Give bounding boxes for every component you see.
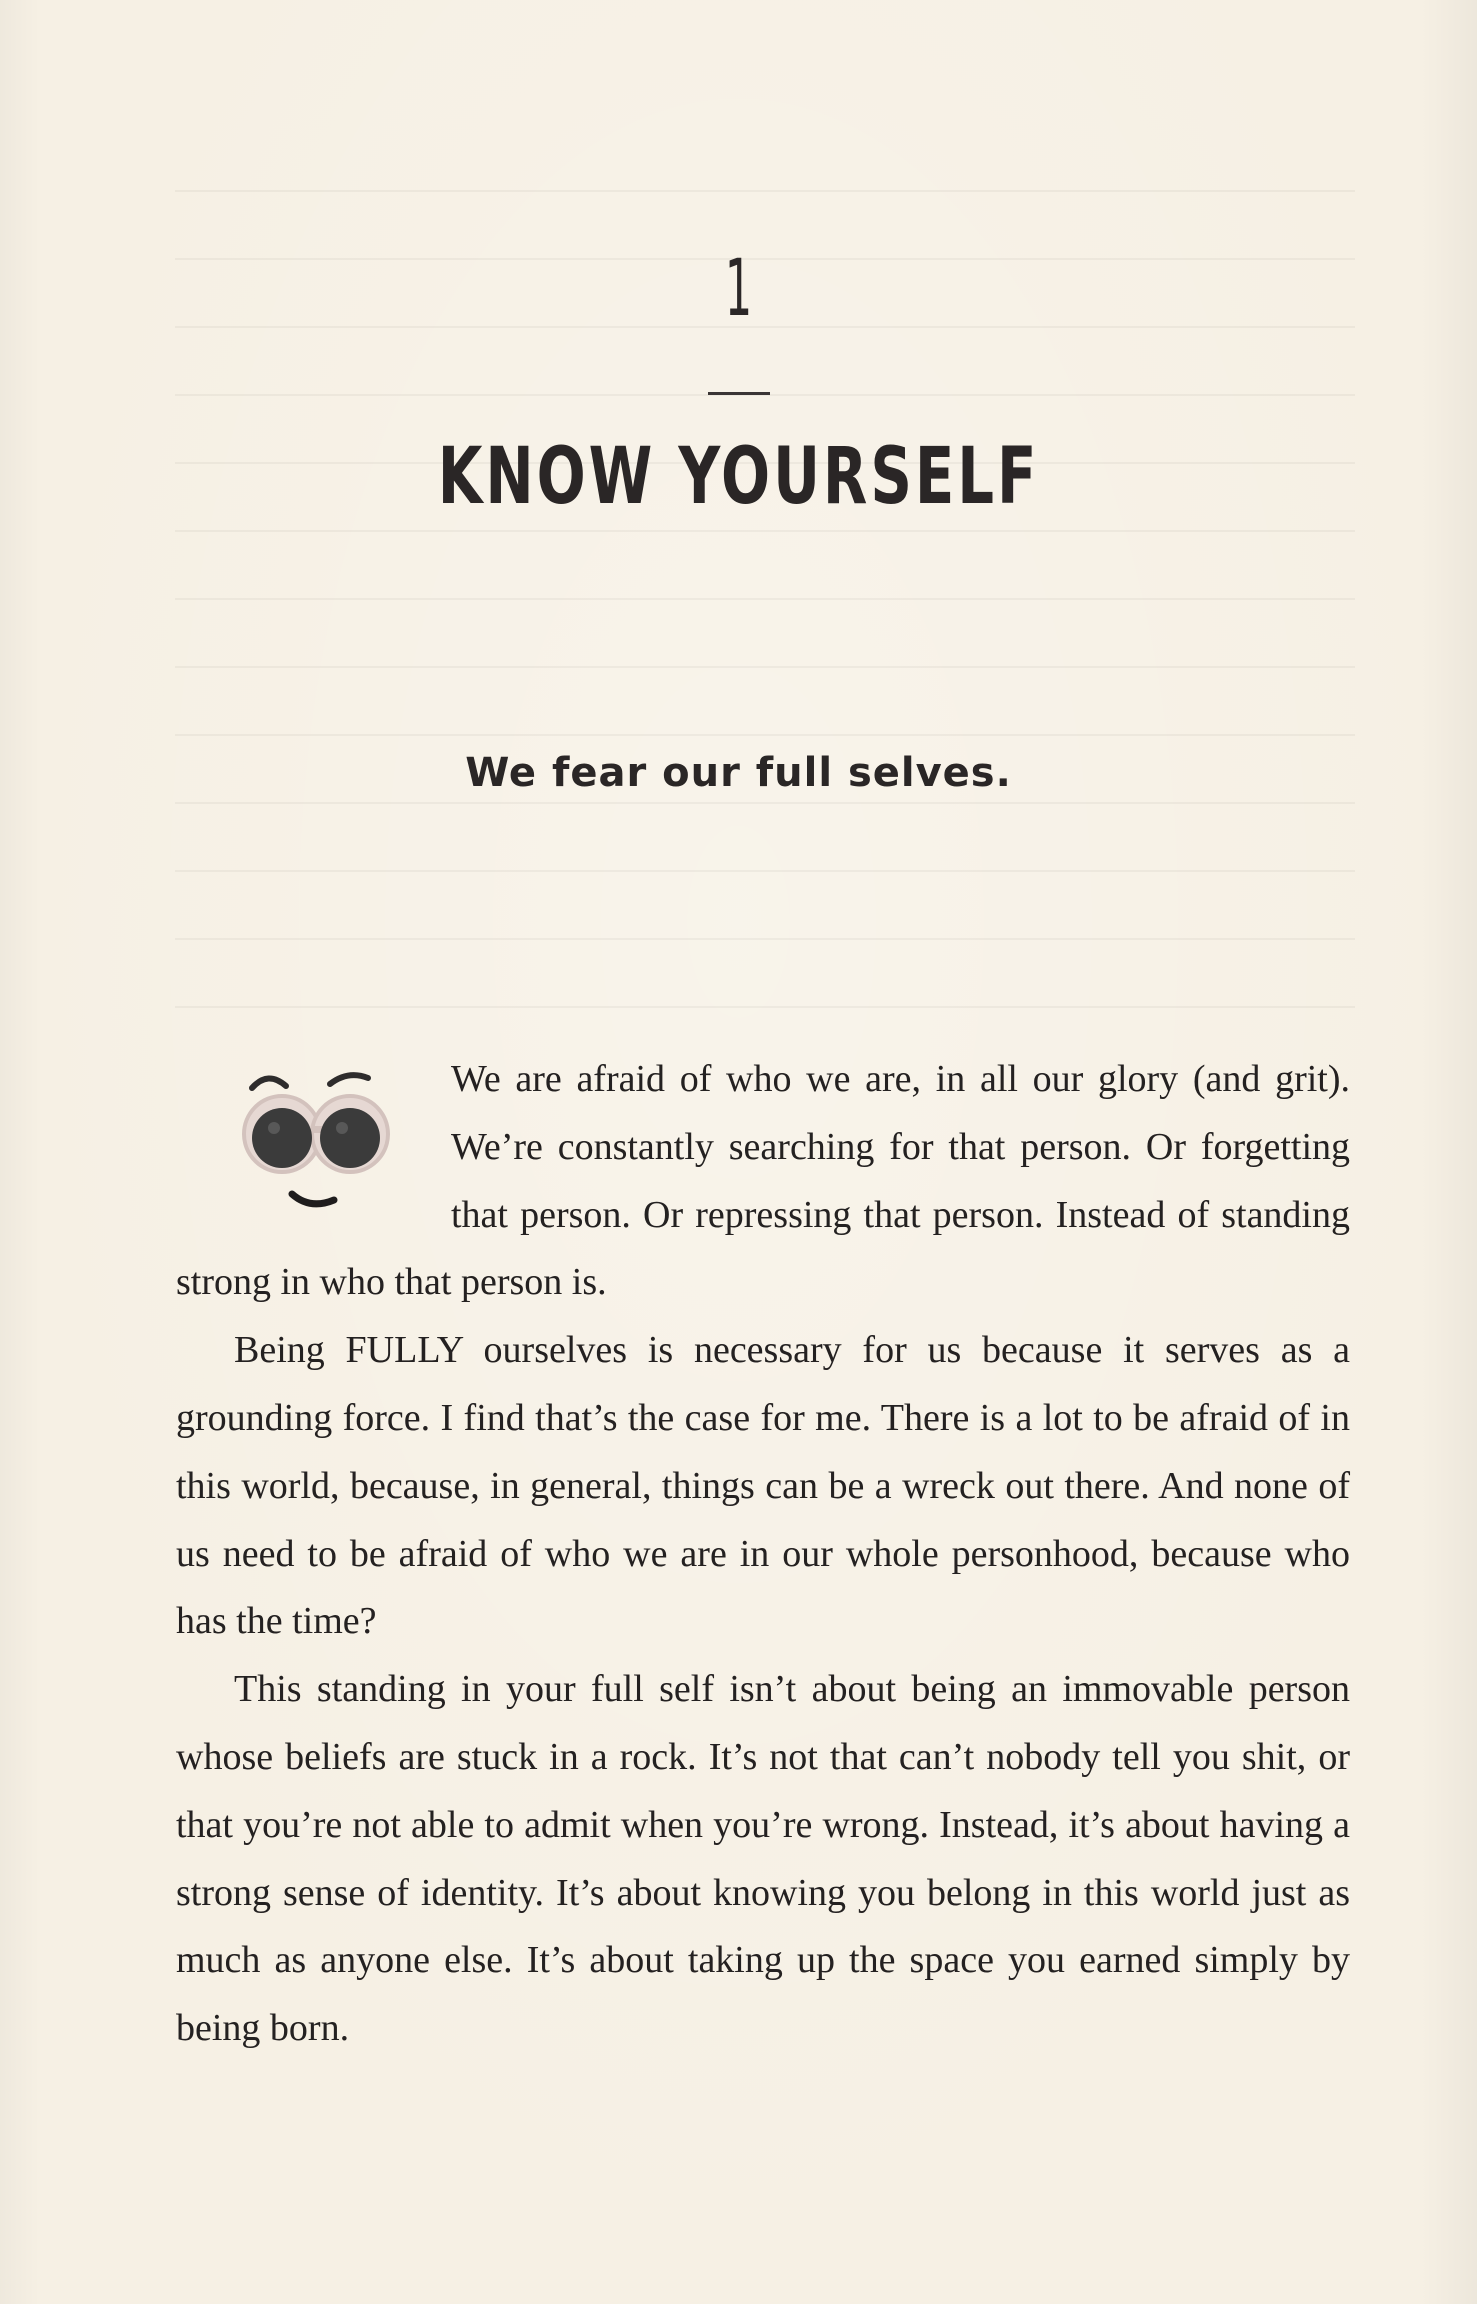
paragraph-text: We are afraid of who we are, in all our glory (and grit). We’re constantly searching for that person. Or forgetting that person. Or repressing that person. Instead of standing strong in who that person is. <box>176 1058 1350 1304</box>
icon-wrap-space <box>176 1046 451 1246</box>
chapter-divider <box>708 392 770 395</box>
chapter-title <box>0 432 1477 522</box>
show-through-line <box>175 1006 1355 1008</box>
show-through-line <box>175 598 1355 600</box>
show-through-line <box>175 734 1355 736</box>
paragraph <box>176 1046 1350 1317</box>
show-through-line <box>175 190 1355 192</box>
chapter-title-text: KNOW YOURSELF <box>437 432 1040 522</box>
chapter-epigraph: We fear our full selves. <box>465 750 1012 796</box>
show-through-line <box>175 802 1355 804</box>
show-through-line <box>175 870 1355 872</box>
show-through-line <box>175 666 1355 668</box>
body-text <box>176 1046 1350 2063</box>
paragraph: Being FULLY ourselves is necessary for us because it serves as a grounding force. I find that’s the case for me. There is a lot to be afraid of in this world, because, in general, things can be a wreck out there. And none of us need to be afraid of who we are in our whole personhood, because who has the time? <box>176 1329 1350 1643</box>
paragraph: This standing in your full self isn’t about being an immovable person whose beliefs are stuck in a rock. It’s not that can’t nobody tell you shit, or that you’re not able to admit when you’re wrong. Instead, it’s about having a strong sense of identity. It’s about knowing you belong in this world just as much as anyone else. It’s about taking up the space you earned simply by being born. <box>176 1668 1350 2050</box>
show-through-line <box>175 938 1355 940</box>
show-through-line <box>175 530 1355 532</box>
chapter-number: 1 <box>724 244 753 334</box>
